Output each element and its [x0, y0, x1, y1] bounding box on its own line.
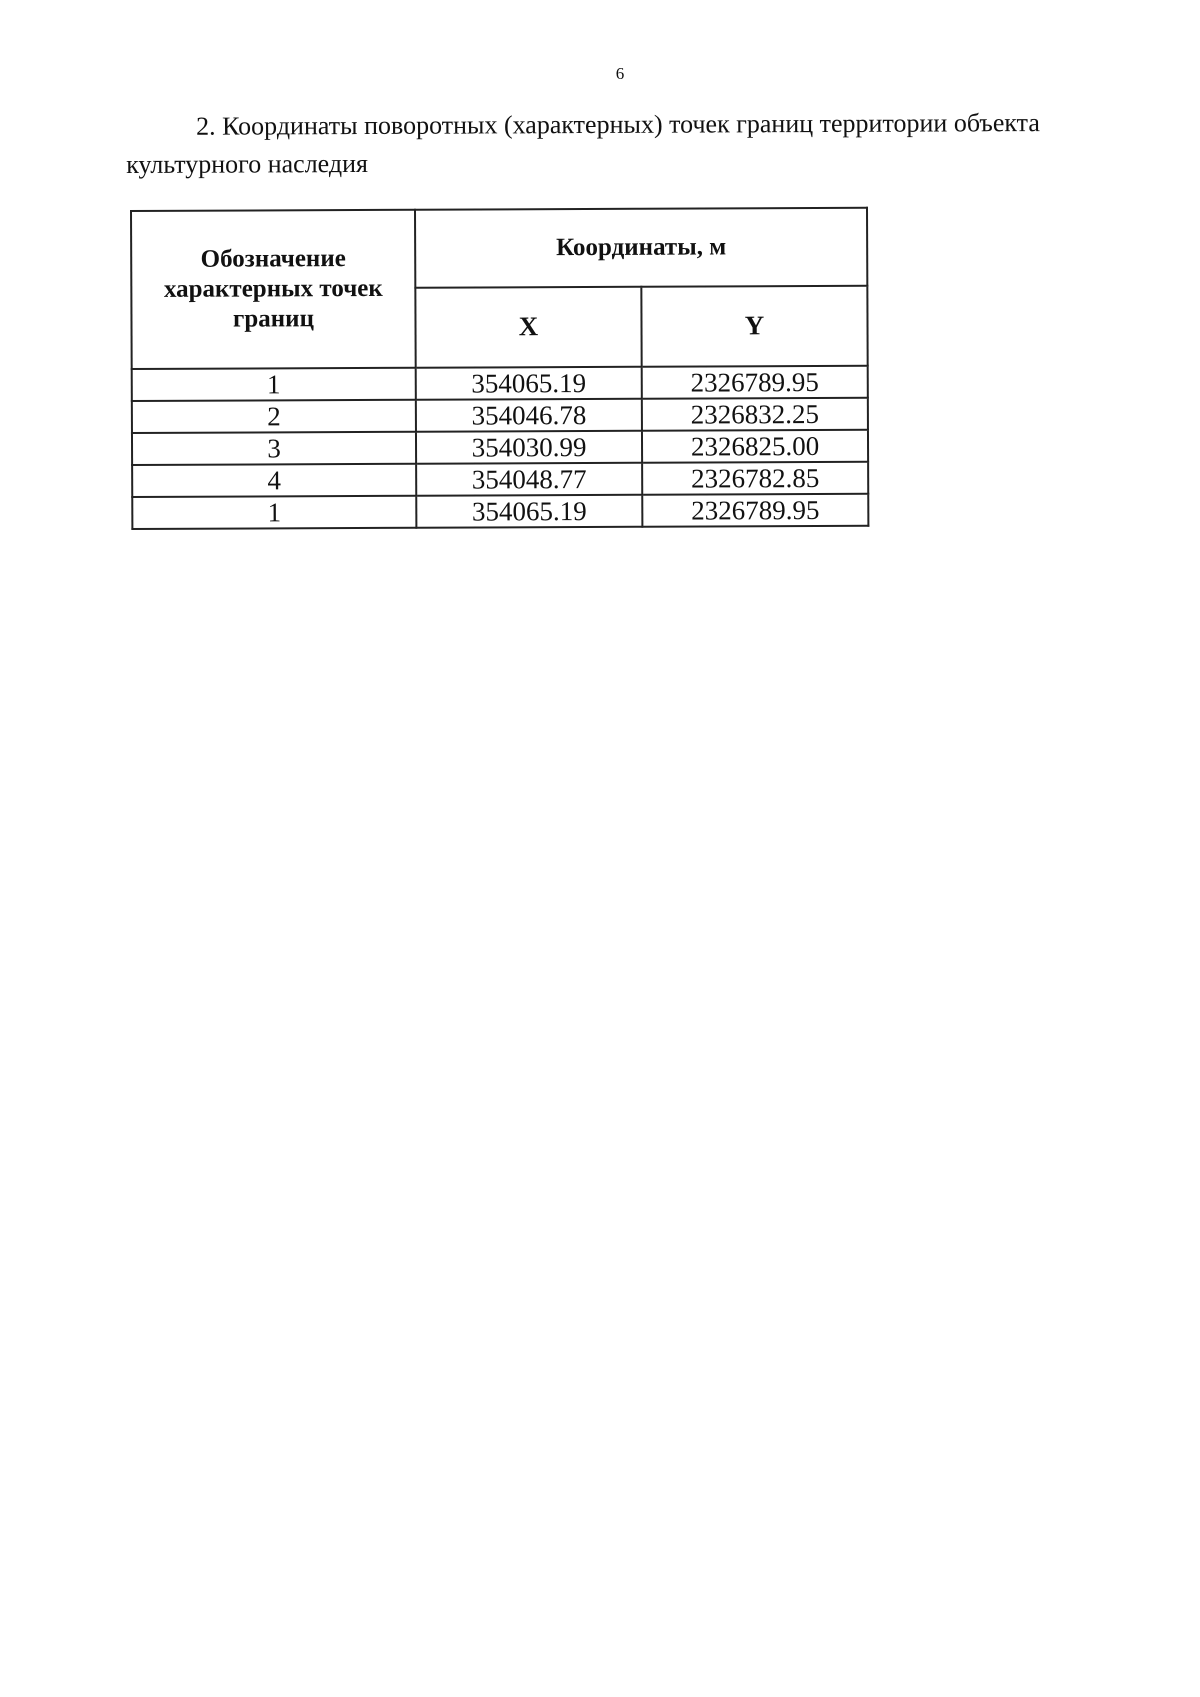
cell-point: 4 — [132, 464, 416, 497]
header-coordinates: Координаты, м — [415, 208, 867, 288]
heading-line-1: 2. Координаты поворотных (характерных) точек границ территории объекта — [196, 108, 1040, 141]
section-heading — [126, 104, 1126, 184]
heading-line-2: культурного наследия — [126, 148, 368, 179]
header-x: X — [415, 287, 641, 368]
coordinates-table-container — [130, 207, 869, 530]
cell-x: 354048.77 — [416, 463, 642, 496]
cell-x: 354030.99 — [416, 431, 642, 464]
cell-y: 2326832.25 — [642, 398, 868, 431]
cell-point: 1 — [132, 496, 416, 529]
cell-x: 354065.19 — [416, 367, 642, 400]
cell-point: 3 — [132, 432, 416, 465]
cell-y: 2326789.95 — [642, 366, 868, 399]
coordinates-table — [130, 207, 869, 530]
cell-point: 2 — [132, 400, 416, 433]
cell-x: 354046.78 — [416, 399, 642, 432]
header-y: Y — [641, 286, 867, 367]
cell-y: 2326782.85 — [642, 462, 868, 495]
cell-y: 2326825.00 — [642, 430, 868, 463]
cell-x: 354065.19 — [416, 495, 642, 528]
table-row — [132, 366, 868, 401]
table-row — [132, 430, 868, 465]
cell-point: 1 — [132, 368, 416, 401]
table-row — [132, 494, 868, 529]
page-number: 6 — [615, 64, 625, 83]
header-designation: Обозначение характерных точек границ — [131, 210, 416, 369]
table-row — [132, 462, 868, 497]
cell-y: 2326789.95 — [642, 494, 868, 527]
table-row — [132, 398, 868, 433]
